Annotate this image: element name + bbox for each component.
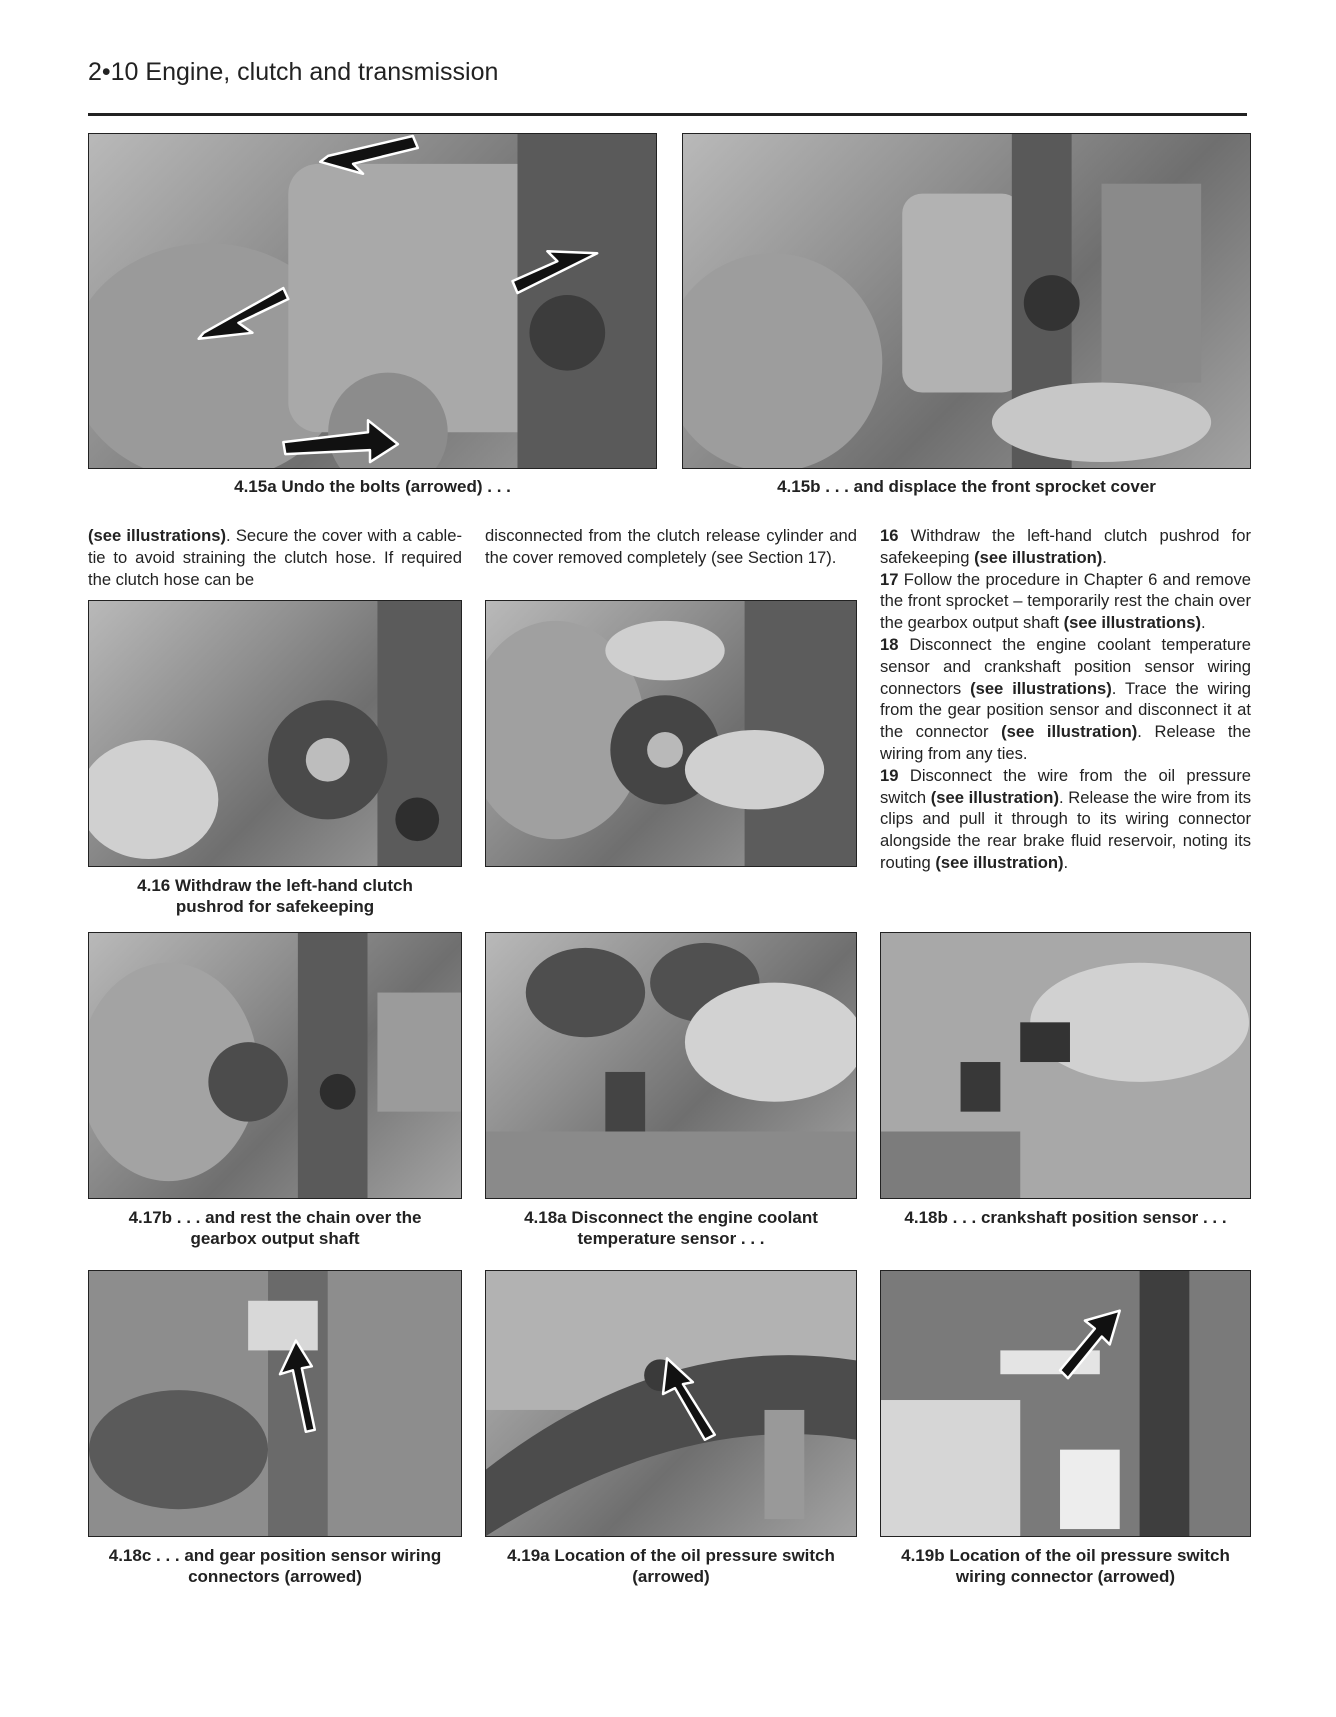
photo-4-19a	[485, 1270, 857, 1537]
photo-4-18a	[485, 932, 857, 1199]
photo-4-15a	[88, 133, 657, 469]
text-column-2	[485, 525, 857, 569]
caption-4-15b: 4.15b . . . and displace the front sprocket cover	[777, 477, 1156, 496]
caption-4-15a: 4.15a Undo the bolts (arrowed) . . .	[234, 477, 511, 496]
caption-4-18b: 4.18b . . . crankshaft position sensor . . .	[904, 1208, 1227, 1227]
paragraph-19: 19 Disconnect the wire from the oil pressure switch (see illustration). Release the wire from its clips and pull it through to its wiring connector alongside the rear brake fluid reservoir, noting its routing (see illustration).	[880, 765, 1252, 872]
caption-4-18a: 4.18a Disconnect the engine coolant temperature sensor . . .	[524, 1208, 818, 1248]
paragraph-16: 16 Withdraw the left-hand clutch pushrod for safekeeping (see illustration).	[880, 526, 1251, 567]
photo-4-17a	[485, 600, 857, 867]
bold-reference: (see illustrations)	[88, 526, 226, 545]
text-column-1	[88, 525, 462, 590]
caption-4-17b: 4.17b . . . and rest the chain over the gearbox output shaft	[128, 1208, 422, 1248]
photo-4-18c	[88, 1270, 462, 1537]
text-column-3	[880, 525, 1251, 874]
header-rule	[88, 113, 1247, 116]
paragraph-18: 18 Disconnect the engine coolant temperature sensor and crankshaft position sensor wiring connectors (see illustrations). Trace the wiring from the gear position sensor and disconnect it at the connector (see illustration). Release the wiring from any ties.	[880, 634, 1251, 763]
caption-4-19b: 4.19b Location of the oil pressure switch wiring connector (arrowed)	[901, 1546, 1230, 1586]
body-text: . Secure the cover with a cable-tie to avoid straining the clutch hose. If required the clutch hose can be	[88, 526, 462, 589]
photo-4-16	[88, 600, 462, 867]
photo-4-19b	[880, 1270, 1251, 1537]
paragraph-17: 17 Follow the procedure in Chapter 6 and remove the front sprocket – temporarily rest the chain over the gearbox output shaft (see illustrations).	[880, 569, 1251, 633]
body-text: disconnected from the clutch release cylinder and the cover removed completely (see Section 17).	[485, 526, 857, 567]
caption-4-16: 4.16 Withdraw the left-hand clutch pushrod for safekeeping	[137, 876, 413, 916]
photo-4-17b	[88, 932, 462, 1199]
photo-4-18b	[880, 932, 1251, 1199]
page-header: 2•10 Engine, clutch and transmission	[88, 58, 499, 86]
caption-4-19a: 4.19a Location of the oil pressure switch (arrowed)	[507, 1546, 835, 1586]
caption-4-18c: 4.18c . . . and gear position sensor wiring connectors (arrowed)	[108, 1546, 442, 1586]
photo-4-15b	[682, 133, 1251, 469]
